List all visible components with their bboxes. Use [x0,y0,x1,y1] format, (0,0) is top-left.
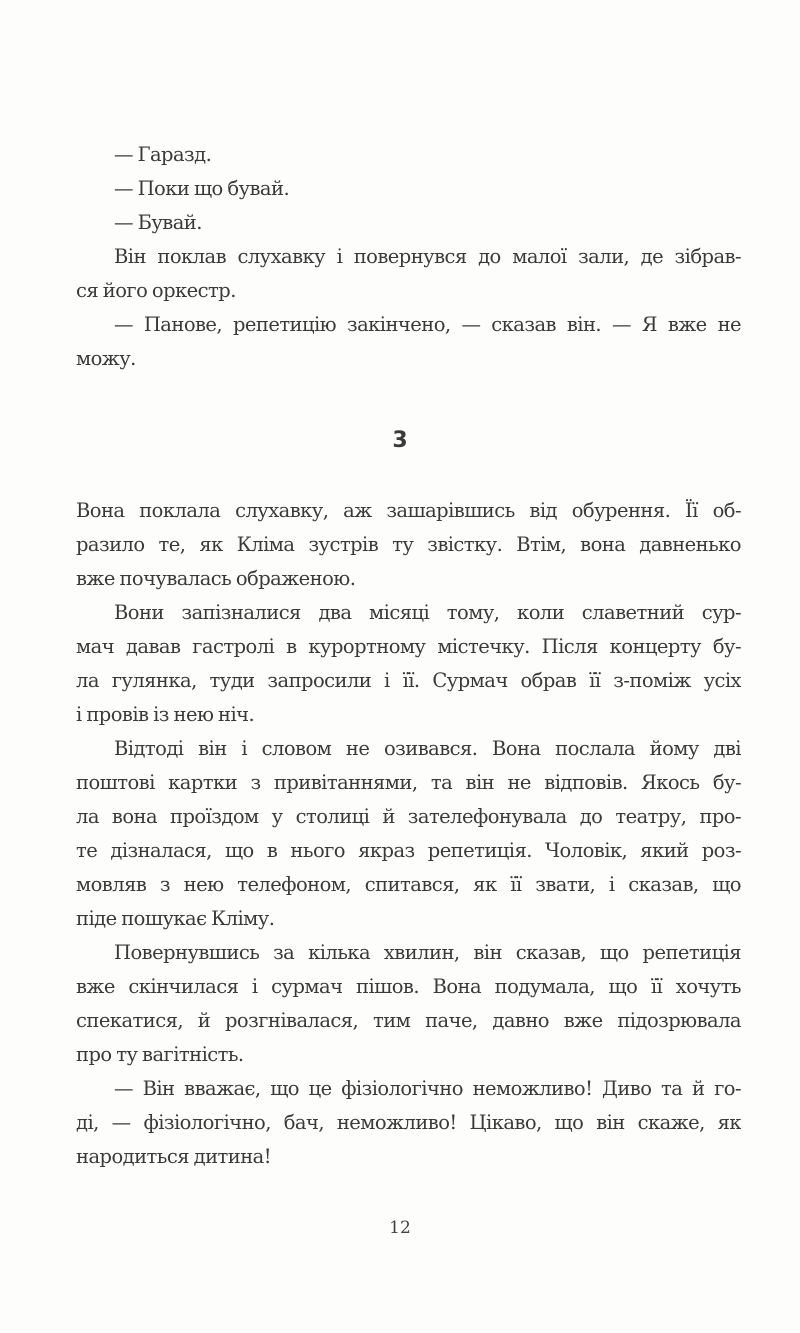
text-line: — Поки що бувай. [114,177,290,200]
text-line: піде пошукає Кліму. [76,907,275,930]
text-line: Повернувшись за кілька хвилин, він сказав, що репетиція [114,941,741,964]
text-line: народиться дитина! [76,1145,272,1168]
text-line: ла гулянка, туди запросили і її. Сурмач обрав її з-поміж усіх [76,669,741,692]
chapter-number: 3 [392,428,408,453]
text-line: вже скінчилася і сурмач пішов. Вона подумала, що її хочуть [76,975,741,998]
text-line: мач давав гастролі в курортному містечку. Після концерту бу- [76,635,741,658]
text-line: — Панове, репетицію закінчено, — сказав він. — Я вже не [114,313,741,336]
text-line: мовляв з нею телефоном, спитався, як її звати, і сказав, що [76,873,741,896]
text-line: і провів із нею ніч. [76,703,255,726]
text-line: — Гаразд. [114,143,212,166]
text-line: Він поклав слухавку і повернувся до малої зали, де зібрав- [114,245,741,268]
text-line: вже почувалась ображеною. [76,567,356,590]
text-line: спекатися, й розгнівалася, тим паче, давно вже підозрювала [76,1009,741,1032]
text-line: ся його оркестр. [76,279,236,302]
text-section-after [76,494,741,1174]
text-line: Вони запізналися два місяці тому, коли славетний сур- [114,601,741,624]
text-section-before [76,138,741,376]
text-line: про ту вагітність. [76,1043,244,1066]
page-number: 12 [389,1218,411,1238]
text-line: — Він вважає, що це фізіологічно неможливо! Диво та й го- [114,1077,741,1100]
text-line: Вона поклала слухавку, аж зашарівшись від обурення. Її об- [76,499,741,522]
text-line: те дізналася, що в нього якраз репетиція. Чоловік, який роз- [76,839,741,862]
text-line: можу. [76,347,136,370]
text-line: — Бувай. [114,211,202,234]
text-line: ла вона проїздом у столиці й зателефонувала до театру, про- [76,805,741,828]
text-line: Відтоді він і словом не озивався. Вона послала йому дві [114,737,741,760]
text-line: разило те, як Кліма зустрів ту звістку. Втім, вона давненько [76,533,741,556]
text-line: ді, — фізіологічно, бач, неможливо! Цікаво, що він скаже, як [76,1111,741,1134]
text-line: поштові картки з привітаннями, та він не відповів. Якось бу- [76,771,741,794]
